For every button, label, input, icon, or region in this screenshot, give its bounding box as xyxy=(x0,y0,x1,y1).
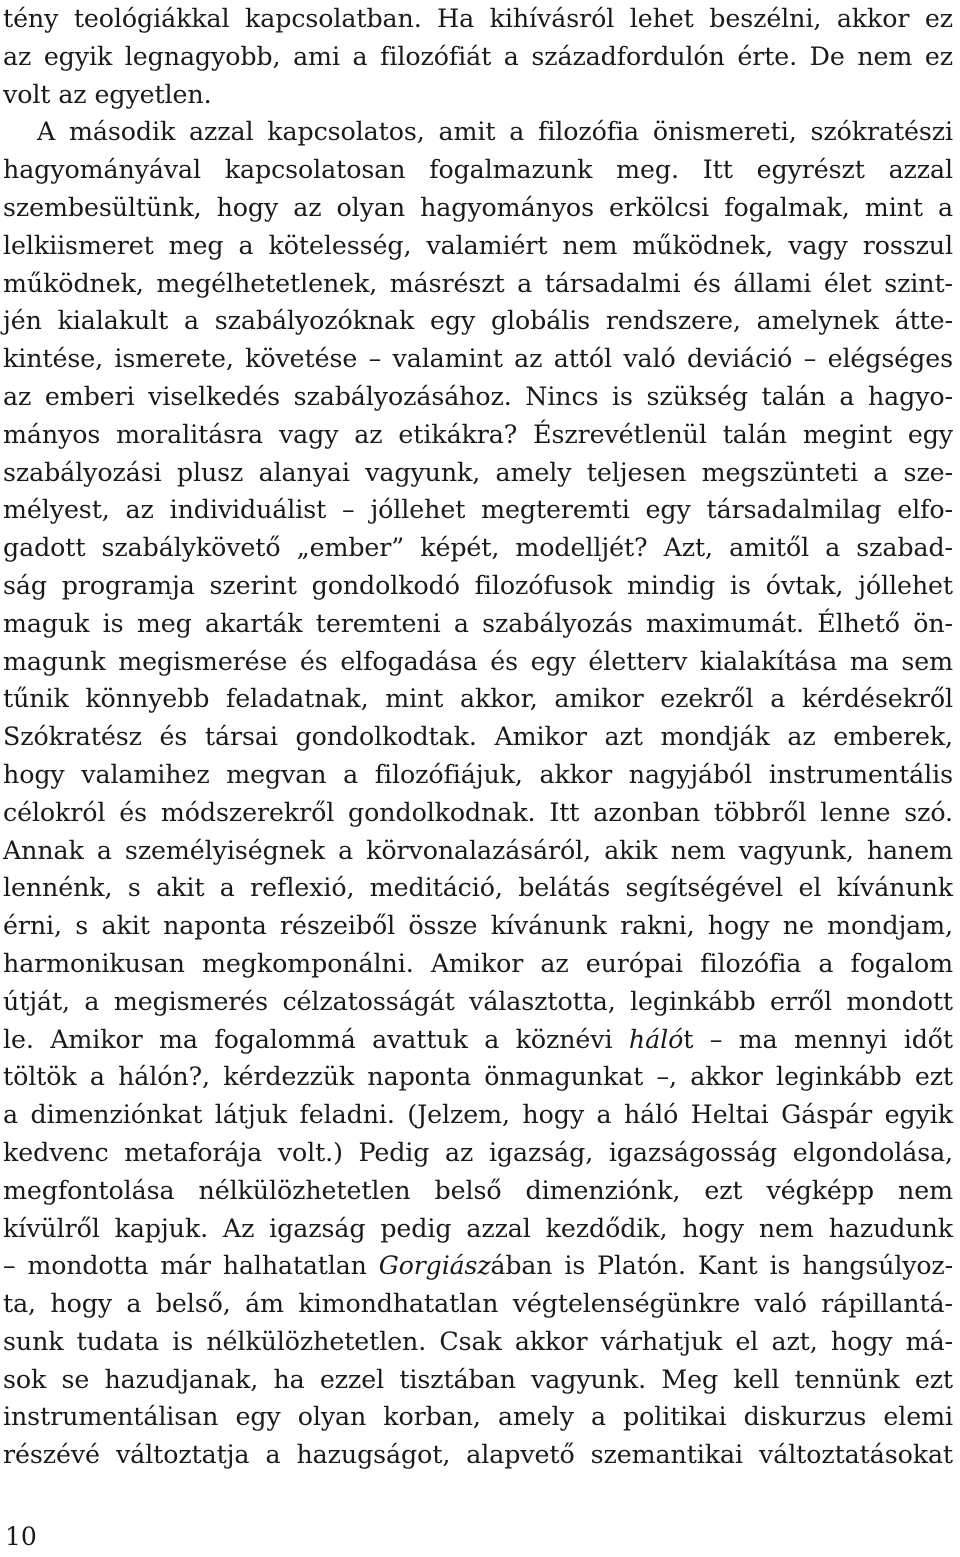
text-segment: működnek, megélhetetlenek, másrészt a társadalmi és állami élet szint- xyxy=(3,268,953,298)
text-line xyxy=(3,151,953,189)
text-segment: volt az egyetlen. xyxy=(3,79,212,109)
italic-term: Gorgiász xyxy=(378,1251,491,1281)
text-line xyxy=(3,0,953,38)
text-line xyxy=(3,189,953,227)
text-segment: szembesültünk, hogy az olyan hagyományos erkölcsi fogalmak, mint a xyxy=(3,192,953,222)
text-segment: t – ma mennyi időt xyxy=(683,1024,953,1054)
text-line xyxy=(3,869,953,907)
text-line xyxy=(3,718,953,756)
text-segment: hagyományával kapcsolatosan fogalmazunk meg. Itt egyrészt azzal xyxy=(3,155,953,185)
text-line xyxy=(3,265,953,303)
text-line xyxy=(3,378,953,416)
text-line xyxy=(3,1058,953,1096)
text-segment: le. Amikor ma fogalommá avattuk a köznévi xyxy=(3,1024,629,1054)
text-segment: maguk is meg akarták teremteni a szabályozás maximumát. Élhető ön- xyxy=(3,608,953,638)
text-line xyxy=(3,794,953,832)
text-line xyxy=(3,454,953,492)
text-segment: Szókratész és társai gondolkodtak. Amikor azt mondják az emberek, xyxy=(3,722,953,752)
text-line xyxy=(3,340,953,378)
text-line xyxy=(3,832,953,870)
text-line xyxy=(3,1398,953,1436)
text-segment: mélyest, az individuálist – jóllehet megteremti egy társadalmilag elfo- xyxy=(3,495,953,525)
text-line xyxy=(3,643,953,681)
text-segment: az egyik legnagyobb, ami a filozófiát a századfordulón érte. De nem ez xyxy=(3,41,953,71)
text-line xyxy=(3,567,953,605)
text-line xyxy=(3,1210,953,1248)
text-line xyxy=(3,1134,953,1172)
text-segment: – mondotta már halhatatlan xyxy=(3,1251,379,1281)
page-number: 10 xyxy=(5,1522,37,1551)
page-body xyxy=(3,0,953,1474)
text-segment: kintése, ismerete, követése – valamint az attól való deviáció – elégséges xyxy=(3,344,953,374)
text-segment: szabályozási plusz alanyai vagyunk, amely teljesen megszünteti a sze- xyxy=(3,457,953,487)
text-line xyxy=(3,605,953,643)
text-line xyxy=(3,945,953,983)
text-line xyxy=(3,1361,953,1399)
text-segment: ság programja szerint gondolkodó filozófusok mindig is óvtak, jóllehet xyxy=(3,570,953,600)
text-block xyxy=(3,0,953,1474)
text-segment: jén kialakult a szabályozóknak egy globális rendszere, amelynek átte- xyxy=(3,306,953,336)
text-segment: tűnik könnyebb feladatnak, mint akkor, amikor ezekről a kérdésekről xyxy=(3,684,953,714)
text-line xyxy=(3,1436,953,1474)
text-line xyxy=(3,416,953,454)
text-segment: kívülről kapjuk. Az igazság pedig azzal kezdődik, hogy nem hazudunk xyxy=(3,1213,953,1243)
text-segment: az emberi viselkedés szabályozásához. Nincs is szükség talán a hagyo- xyxy=(3,381,953,411)
text-segment: megfontolása nélkülözhetetlen belső dimenziónk, ezt végképp nem xyxy=(3,1175,953,1205)
text-line xyxy=(3,1247,953,1285)
text-segment: kedvenc metaforája volt.) Pedig az igazság, igazságosság elgondolása, xyxy=(3,1137,953,1167)
text-segment: a dimenziónkat látjuk feladni. (Jelzem, hogy a háló Heltai Gáspár egyik xyxy=(3,1100,953,1130)
text-line xyxy=(3,1096,953,1134)
text-line xyxy=(3,1021,953,1059)
text-line xyxy=(3,680,953,718)
text-line xyxy=(3,227,953,265)
text-segment: sok se hazudjanak, ha ezzel tisztában vagyunk. Meg kell tennünk ezt xyxy=(3,1364,953,1394)
text-segment: gadott szabálykövető „ember” képét, modelljét? Azt, amitől a szabad- xyxy=(3,533,953,563)
text-segment: ában is Platón. Kant is hangsúlyoz- xyxy=(490,1251,953,1281)
text-segment: mányos moralitásra vagy az etikákra? Észrevétlenül talán megint egy xyxy=(3,419,953,449)
text-line xyxy=(3,529,953,567)
text-segment: sunk tudata is nélkülözhetetlen. Csak akkor várhatjuk el azt, hogy má- xyxy=(3,1326,953,1356)
text-segment: magunk megismerése és elfogadása és egy életterv kialakítása ma sem xyxy=(3,646,953,676)
text-segment: ta, hogy a belső, ám kimondhatatlan végtelenségünkre való rápillantá- xyxy=(3,1289,953,1319)
text-segment: Annak a személyiségnek a körvonalazásáról, akik nem vagyunk, hanem xyxy=(3,835,953,865)
text-segment: érni, s akit naponta részeiből össze kívánunk rakni, hogy ne mondjam, xyxy=(3,911,953,941)
text-line xyxy=(3,302,953,340)
text-segment: útját, a megismerés célzatosságát választotta, leginkább erről mondott xyxy=(3,986,953,1016)
text-segment: célokról és módszerekről gondolkodnak. Itt azonban többről lenne szó. xyxy=(3,797,953,827)
text-segment: harmonikusan megkomponálni. Amikor az európai filozófia a fogalom xyxy=(3,948,953,978)
text-segment: lelkiismeret meg a kötelesség, valamiért nem működnek, vagy rosszul xyxy=(3,230,953,260)
text-segment: A második azzal kapcsolatos, amit a filozófia önismereti, szókratészi xyxy=(37,117,953,147)
text-line xyxy=(3,38,953,76)
text-line xyxy=(3,76,953,114)
text-segment: hogy valamihez megvan a filozófiájuk, akkor nagyjából instrumentális xyxy=(3,759,953,789)
text-line xyxy=(3,1323,953,1361)
text-line xyxy=(3,756,953,794)
text-segment: részévé változtatja a hazugságot, alapvető szemantikai változtatásokat xyxy=(3,1440,953,1470)
text-segment: töltök a hálón?, kérdezzük naponta önmagunkat –, akkor leginkább ezt xyxy=(3,1062,953,1092)
text-line xyxy=(3,1285,953,1323)
text-segment: instrumentálisan egy olyan korban, amely a politikai diskurzus elemi xyxy=(3,1402,953,1432)
text-line xyxy=(3,1172,953,1210)
text-line xyxy=(3,113,953,151)
text-line xyxy=(3,491,953,529)
text-segment: lennénk, s akit a reflexió, meditáció, belátás segítségével el kívánunk xyxy=(3,873,953,903)
text-line xyxy=(3,983,953,1021)
text-segment: tény teológiákkal kapcsolatban. Ha kihívásról lehet beszélni, akkor ez xyxy=(3,4,953,33)
text-line xyxy=(3,907,953,945)
italic-term: háló xyxy=(628,1024,684,1054)
